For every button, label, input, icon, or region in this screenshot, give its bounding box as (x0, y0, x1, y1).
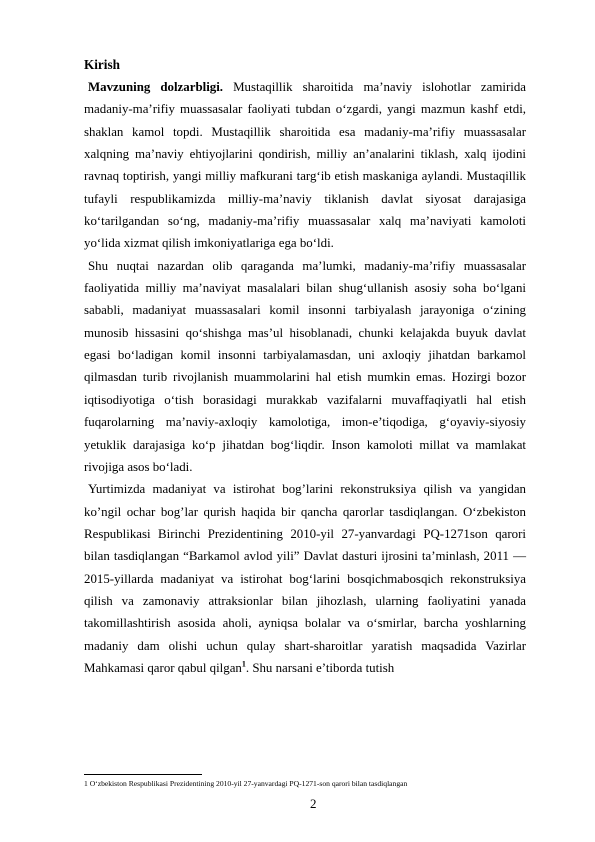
footnote-text: 1 O‘zbekiston Respublikasi Prezidentining 2010-yil 27-yanvardagi PQ-1271-son qarori bilan tasdiqlangan (84, 779, 408, 788)
footnote-divider (84, 774, 202, 775)
page-number: 2 (310, 796, 317, 811)
relevance-lead: Mavzuning dolzarbligi. (88, 80, 224, 94)
document-body (84, 54, 526, 679)
paragraph-parks (84, 478, 526, 679)
relevance-text: Mustaqillik sharoitida ma’naviy islohotlar zamirida madaniy-ma’rifiy muassasalar faoliyati tubdan o‘zgardi, yangi mazmun kashf etdi, shaklan kamol topdi. Mustaqillik sharoitida esa madaniy-ma’rifiy muassasalar xalqning ma’naviy ehtiyojlarini qondirish, milliy an’analarini tiklash, xalq ijodini ravnaq toptirish, yangi milliy mafkurani targ‘ib etish maskaniga aylandi. Mustaqillik tufayli respublikamizda milliy-ma’naviy tiklanish davlat siyosat darajasiga ko‘tarilgandan so‘ng, madaniy-ma’rifiy muassasalar xalq ma’naviyati kamoloti yo‘lida xizmat qilish imkoniyatlariga ega bo‘ldi. (84, 80, 526, 251)
section-heading: Kirish (84, 57, 120, 72)
parks-tail: . Shu narsani e’tiborda tutish (245, 660, 395, 675)
parks-text: Yurtimizda madaniyat va istirohat bog’larini rekonstruksiya qilish va yangidan ko’ngil ochar bog’lar qurish haqida bir qancha qarorlar tasdiqlangan. O‘zbekiston Respublikasi Birinchi Prezidentining 2010-yil 27-yanvardagi PQ-1271son qarori bilan tasdiqlangan “Barkamol avlod yili” Davlat dasturi ijrosini ta’minlash, 2011 — 2015-yillarda madaniyat va istirohat bog‘larini bosqichmabosqich rekonstruksiya qilish va zamonaviy attraksionlar bilan jihozlash, ularning faoliyatini yanada takomillashtirish asosida aholi, ayniqsa bolalar va o‘smirlar, barcha yoshlarning madaniy dam olishi uchun qulay shart-sharoitlar yaratish maqsadida Vazirlar Mahkamasi qaror qabul qilgan (84, 482, 526, 675)
paragraph-relevance (84, 76, 526, 255)
footnote-mark[interactable]: 1 (241, 659, 246, 669)
paragraph-perspective: Shu nuqtai nazardan olib qaraganda ma’lumki, madaniy-ma’rifiy muassasalar faoliyatida milliy ma’naviyat masalalari bilan shug‘ullanish asosiy soha bo‘lgani sababli, madaniyat muassasalari komil insonni tarbiyalash jarayoniga o‘zining munosib hissasini qo‘shishga mas’ul hisoblanadi, chunki kelajakda buyuk davlat egasi bo‘ladigan komil insonni tarbiyalamasdan, uni axloqiy jihatdan barkamol qilmasdan turib rivojlanish muammolarini hal etish mumkin emas. Hozirgi bozor iqtisodiyotiga o‘tish borasidagi murakkab vazifalarni muvaffaqiyatli hal etish fuqarolarning ma’naviy-axloqiy kamolotiga, imon-e’tiqodiga, g‘oyaviy-siyosiy yetuklik darajasiga ko‘p jihatdan bog‘liqdir. Inson kamoloti millat va mamlakat rivojiga asos bo‘ladi. (84, 258, 526, 474)
